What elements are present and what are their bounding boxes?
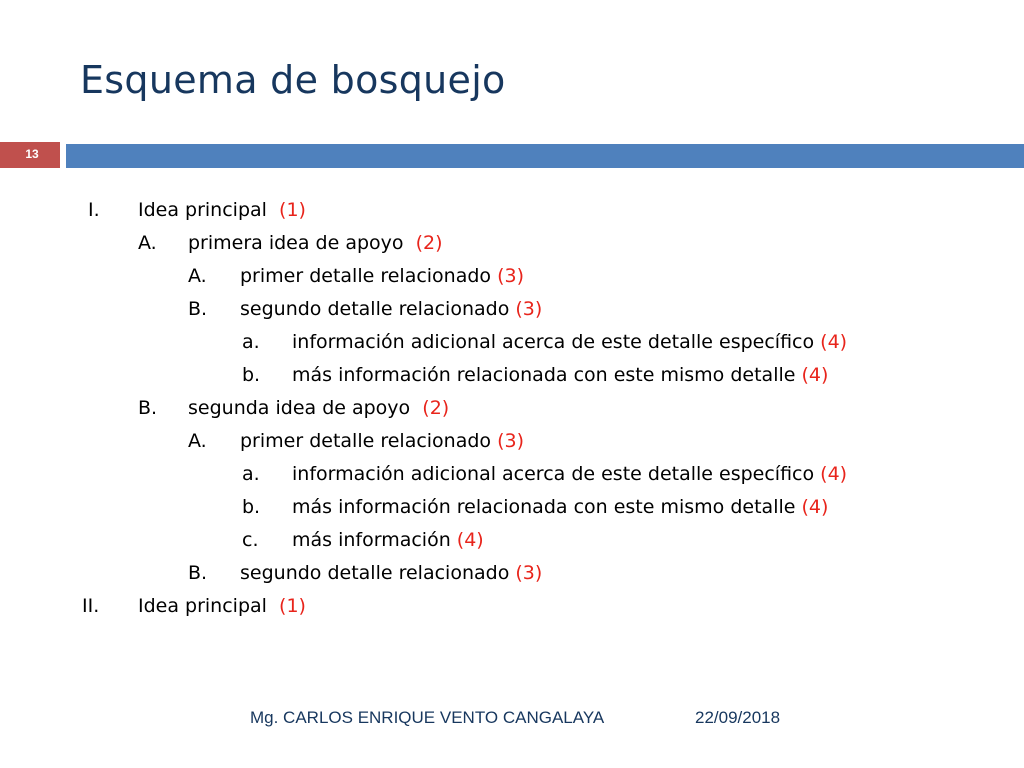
level-tag: (3) [497, 265, 525, 287]
outline-text [292, 491, 828, 524]
outline-item-text: Idea principal [138, 199, 267, 221]
level-tag: (4) [456, 529, 484, 551]
outline-text [188, 392, 449, 425]
outline-item-text: primer detalle relacionado [240, 265, 492, 287]
level-tag: (4) [820, 331, 848, 353]
outline-marker: B. [188, 298, 208, 320]
outline-marker: A. [138, 232, 157, 254]
outline-item-text: más información [292, 529, 451, 551]
level-tag: (3) [497, 430, 525, 452]
level-tag: (2) [422, 397, 450, 419]
outline-marker: A. [188, 265, 207, 287]
outline-item-text: primer detalle relacionado [240, 430, 492, 452]
slide-footer [0, 708, 1024, 732]
outline-item-text: segunda idea de apoyo [188, 397, 411, 419]
outline-text [240, 425, 524, 458]
outline-text [292, 458, 847, 491]
slide-number: 13 [25, 147, 39, 161]
footer-date: 22/09/2018 [695, 708, 781, 727]
outline-item-text: información adicional acerca de este detalle específico [292, 331, 815, 353]
outline-text [188, 227, 443, 260]
outline-marker: b. [242, 364, 261, 386]
level-tag: (4) [820, 463, 848, 485]
outline-item-text: más información relacionada con este mismo detalle [292, 364, 796, 386]
outline-marker: I. [88, 199, 100, 221]
outline-item-text: primera idea de apoyo [188, 232, 404, 254]
outline-text [292, 326, 847, 359]
level-tag: (3) [515, 562, 543, 584]
level-tag: (1) [279, 199, 306, 221]
outline-text [240, 293, 542, 326]
outline-text [292, 524, 484, 557]
header-rule-bar [66, 144, 1024, 168]
outline-item-text: segundo detalle relacionado [240, 562, 510, 584]
outline-item-text: Idea principal [138, 595, 267, 617]
outline-item-text: segundo detalle relacionado [240, 298, 510, 320]
outline-marker: B. [138, 397, 158, 419]
outline-marker: II. [82, 595, 100, 617]
footer-author: Mg. CARLOS ENRIQUE VENTO CANGALAYA [250, 708, 605, 727]
outline-text [240, 557, 542, 590]
level-tag: (2) [415, 232, 443, 254]
slide-title: Esquema de bosquejo [80, 58, 506, 102]
outline-item-text: más información relacionada con este mismo detalle [292, 496, 796, 518]
level-tag: (3) [515, 298, 543, 320]
level-tag: (4) [801, 364, 829, 386]
outline-item-text: información adicional acerca de este detalle específico [292, 463, 815, 485]
outline-marker: B. [188, 562, 208, 584]
outline-text [292, 359, 828, 392]
outline-marker: A. [188, 430, 207, 452]
outline-marker: c. [242, 529, 259, 551]
outline-text [138, 590, 306, 623]
level-tag: (1) [279, 595, 306, 617]
outline-marker: a. [242, 463, 260, 485]
outline-marker: b. [242, 496, 261, 518]
outline-text [138, 194, 306, 227]
outline-text [240, 260, 524, 293]
outline-marker: a. [242, 331, 260, 353]
level-tag: (4) [801, 496, 829, 518]
